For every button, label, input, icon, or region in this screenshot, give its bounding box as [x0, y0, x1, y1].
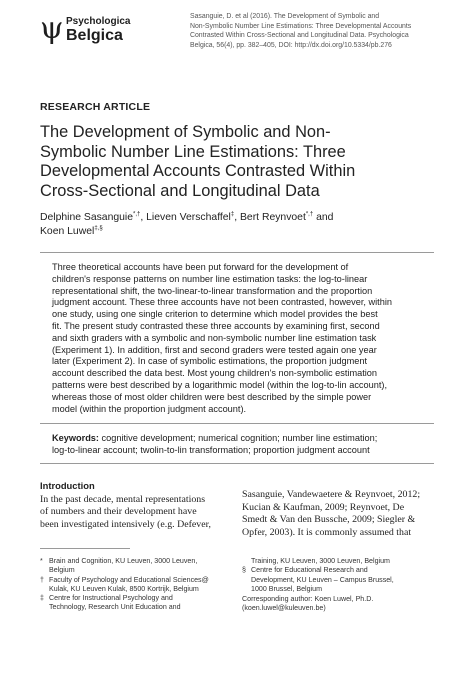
author-name[interactable]: Bert Reynvoet [240, 212, 306, 223]
keywords-top-divider [40, 423, 434, 424]
abstract-line: one study, using one single criterion to determine which model provides the best [52, 309, 378, 320]
author-affiliation-mark: ‡,§ [94, 225, 103, 232]
footnote-line: Brain and Cognition, KU Leuven, 3000 Leuven, [49, 557, 198, 565]
title-line: The Development of Symbolic and Non- [40, 123, 331, 141]
footnote [40, 594, 230, 613]
citation-line: Contrasted Within Cross-Sectional and Longitudinal Data. Psychologica [190, 32, 409, 40]
footnote-mark: ‡ [40, 594, 44, 603]
author-affiliation-mark: *,† [305, 211, 314, 218]
corresponding-author [242, 595, 432, 614]
logo-text-bottom: Belgica [66, 27, 123, 44]
footnote-line: Faculty of Psychology and Educational Sciences@ [49, 575, 209, 584]
abstract-line: and sixth graders with a symbolic and non-symbolic number line estimation task [52, 332, 377, 343]
abstract-top-divider [40, 252, 434, 253]
author-separator: , [234, 212, 240, 223]
footnote-mark: † [40, 575, 44, 584]
keywords [52, 432, 424, 456]
footnote-line: Corresponding author: Koen Luwel, Ph.D. [242, 595, 374, 604]
author-name[interactable]: Lieven Verschaffel [146, 212, 231, 223]
keywords-label: Keywords: [52, 433, 99, 443]
footnote-line: Kulak, KU Leuven Kulak, 8500 Kortrijk, Belgium [49, 584, 199, 593]
section-label: RESEARCH ARTICLE [40, 101, 151, 113]
intro-column-right [242, 489, 434, 539]
footnote-line: Centre for Instructional Psychology and [49, 594, 173, 603]
title-line: Symbolic Number Line Estimations: Three [40, 142, 346, 161]
author-affiliation-mark: ‡ [230, 211, 235, 218]
article-title [40, 123, 435, 201]
abstract-line: children's response patterns on number line estimation tasks: the log-to-linear [52, 273, 368, 284]
abstract-line: fit. The present study contrasted these three accounts by examining first, second [52, 320, 380, 331]
abstract-line: whereas those of most older children were best described by the simple power [52, 391, 372, 402]
journal-logo[interactable] [40, 12, 158, 52]
citation-line: Non-Symbolic Number Line Estimations: Three Developmental Accounts [190, 22, 412, 30]
psi-logo-icon: ψ [40, 11, 64, 46]
body-line: Sasanguie, Vandewaetere & Reynvoet, 2012; [242, 489, 421, 500]
author-affiliation-mark: *,† [133, 211, 141, 218]
abstract-line: model (within the proportion judgment account). [52, 403, 247, 414]
footnote-mark: § [242, 566, 246, 575]
footnote-mark: * [40, 557, 43, 565]
journal-header [40, 12, 444, 60]
footnote-line: Belgium [49, 566, 75, 575]
footnote-line: Technology, Research Unit Education and [49, 603, 181, 612]
keywords-bottom-divider [40, 463, 434, 464]
footnote-divider [40, 548, 130, 549]
author-name[interactable]: Koen Luwel [40, 226, 95, 238]
abstract-line: representational shift, the two-linear-to-linear transformation and the proportion [52, 285, 373, 296]
keywords-text: cognitive development; numerical cognition; number line estimation; [98, 433, 378, 443]
logo-text-top: Psychologica [66, 16, 131, 27]
keywords-line-2: log-to-linear account; twolin-to-lin transformation; proportion judgment account [52, 445, 370, 455]
body-line: Smedt & Van den Bussche, 2009; Siegler & [242, 514, 416, 526]
citation-line: Belgica, 56(4), pp. 382–405, DOI: http://dx.doi.org/10.5334/pb.276 [190, 41, 392, 49]
citation-block [190, 12, 444, 50]
footnote-line: 1000 Brussel, Belgium [251, 584, 322, 593]
intro-heading: Introduction [40, 480, 95, 491]
body-line: Opfer, 2003). It is commonly assumed that [242, 526, 412, 538]
author-list [40, 211, 435, 240]
body-line: Kucian & Kaufman, 2009; Reynvoet, De [242, 501, 405, 513]
abstract-line: account described the data best. Most young children's non-symbolic estimation [52, 368, 378, 379]
title-line: Developmental Accounts Contrasted Within [40, 162, 356, 181]
abstract-line: judgment account. These three accounts have not been contrasted, however, within [52, 297, 392, 308]
footnote [242, 566, 432, 594]
author-name[interactable]: Delphine Sasanguie [40, 212, 134, 223]
body-line: of numbers and their development have [40, 506, 197, 518]
corresponding-email-link[interactable]: (koen.luwel@kuleuven.be) [242, 604, 326, 613]
footnote-line: Centre for Educational Research and [251, 566, 368, 575]
footnotes-left [40, 557, 230, 613]
intro-column-left [40, 480, 232, 531]
footnote-line: Training, KU Leuven, 3000 Leuven, Belgium [251, 557, 390, 565]
author-separator: , [140, 212, 147, 223]
abstract [52, 262, 424, 415]
keywords-line-1 [52, 432, 424, 444]
body-line: In the past decade, mental representations [40, 493, 206, 505]
footnote [40, 576, 230, 595]
body-line: been investigated intensively (e.g. Defever, [40, 518, 211, 530]
citation-line: Sasanguie, D. et al (2016). The Development of Symbolic and [190, 13, 380, 20]
footnote [40, 557, 230, 576]
abstract-line: Three theoretical accounts have been put forward for the development of [52, 262, 349, 272]
title-line: Cross-Sectional and Longitudinal Data [40, 181, 320, 200]
abstract-line: later (Experiment 2). In case of symbolic estimations, the proportion judgment [52, 356, 368, 367]
author-separator: and [313, 212, 334, 223]
footnote-continuation [242, 557, 432, 566]
abstract-line: (Experiment 1). In addition, first and second graders were tested again one year [52, 344, 377, 355]
footnote-line: Development, KU Leuven – Campus Brussel, [251, 575, 394, 584]
footnotes-right [242, 557, 432, 614]
abstract-line: patterns were best described by a logarithmic model (within the log-to-lin account), [52, 379, 387, 390]
